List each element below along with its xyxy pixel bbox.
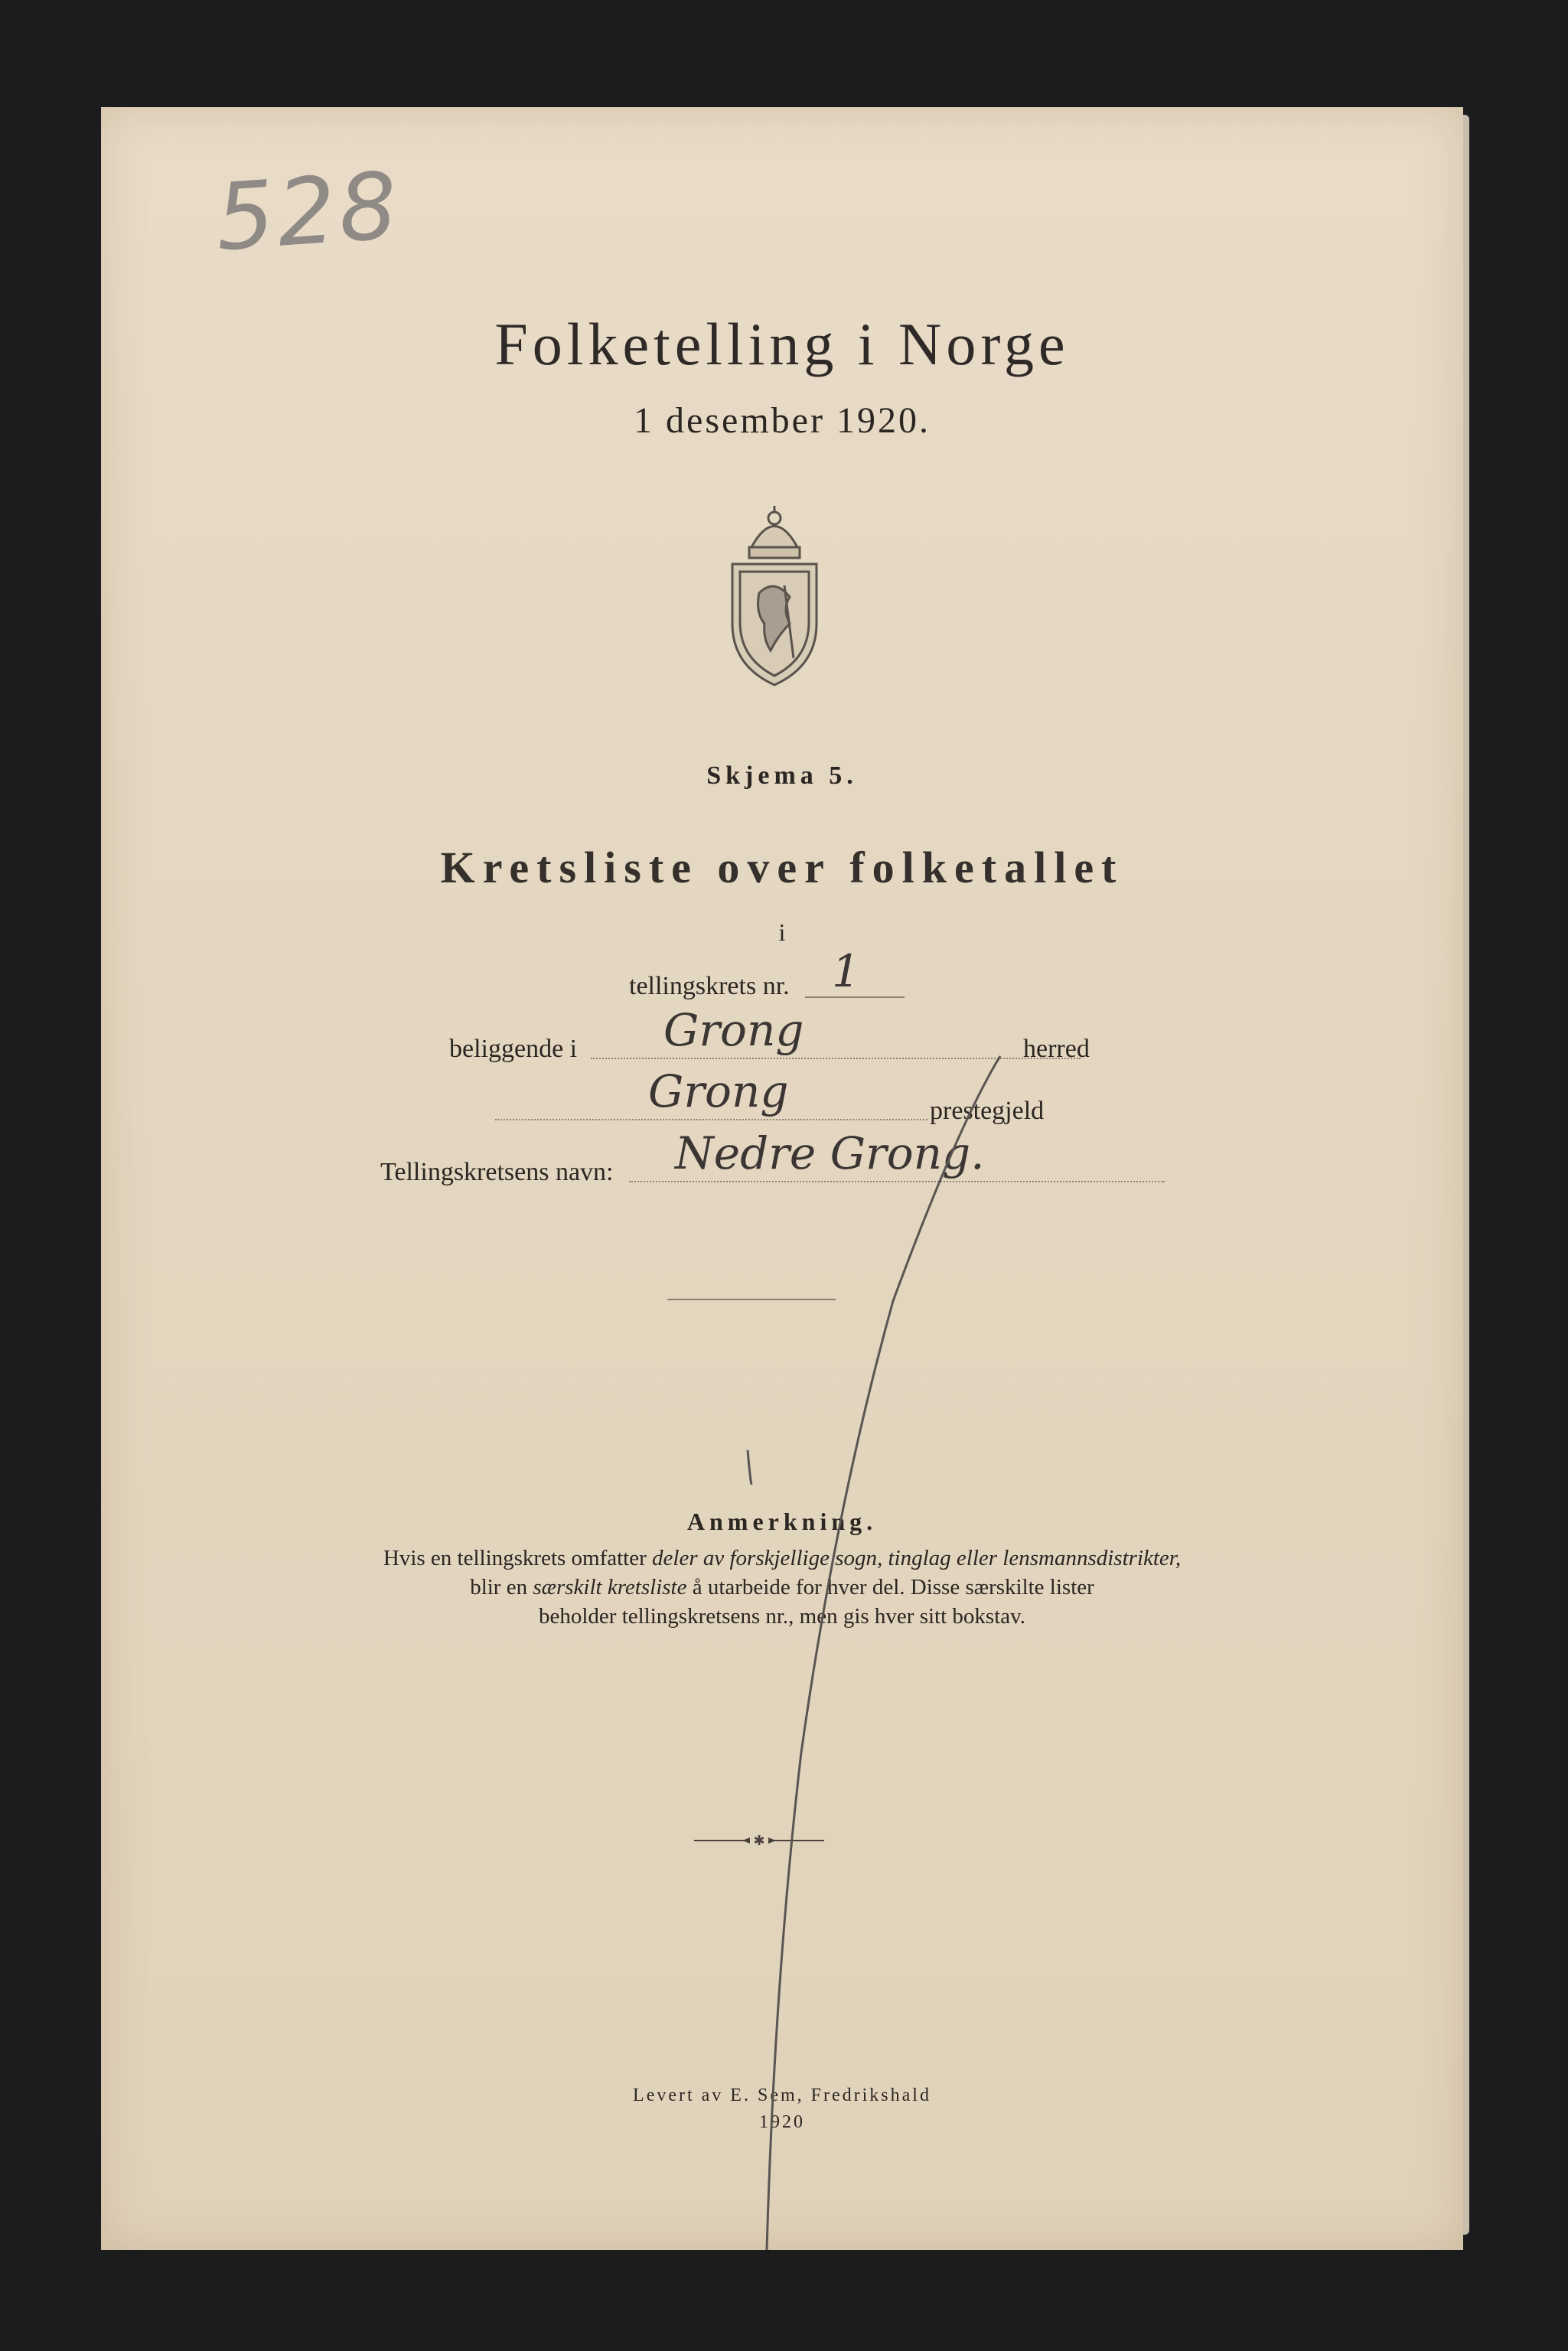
census-form-page — [101, 107, 1463, 2250]
printer-year: 1920 — [759, 2112, 805, 2132]
prestegjeld-value: Grong — [648, 1065, 789, 1117]
herred-value: Grong — [663, 1004, 804, 1056]
remark-line-1: Hvis en tellingskrets omfatter deler av forskjellige sogn, tinglag eller lensmannsdistrikter, — [383, 1546, 1182, 1570]
krets-label: tellingskrets nr. — [629, 972, 790, 1000]
remark-title: Anmerkning. — [686, 1508, 878, 1535]
svg-text:✱: ✱ — [753, 1833, 765, 1848]
archive-number: 528 — [212, 152, 404, 272]
remark-line-2: blir en særskilt kretsliste å utarbeide for hver del. Disse særskilte lister — [470, 1575, 1094, 1599]
krets-value: 1 — [832, 945, 860, 997]
printer-credit: Levert av E. Sem, Fredrikshald — [633, 2085, 931, 2105]
schema-number: Skjema 5. — [706, 761, 858, 790]
herred-prefix: beliggende i — [449, 1035, 578, 1063]
census-date: 1 desember 1920. — [634, 400, 931, 441]
remark-line-3: beholder tellingskretsens nr., men gis hver sitt bokstav. — [538, 1604, 1026, 1629]
page-title: Folketelling i Norge — [494, 311, 1070, 377]
prestegjeld-suffix: prestegjeld — [930, 1097, 1045, 1125]
herred-suffix: herred — [1023, 1035, 1090, 1063]
navn-label: Tellingskretsens navn: — [380, 1158, 614, 1186]
pencil-check-mark — [101, 107, 1463, 2250]
form-heading: Kretsliste over folketallet — [440, 843, 1124, 892]
form-heading-preposition: i — [778, 918, 786, 946]
navn-value: Nedre Grong. — [675, 1127, 985, 1179]
